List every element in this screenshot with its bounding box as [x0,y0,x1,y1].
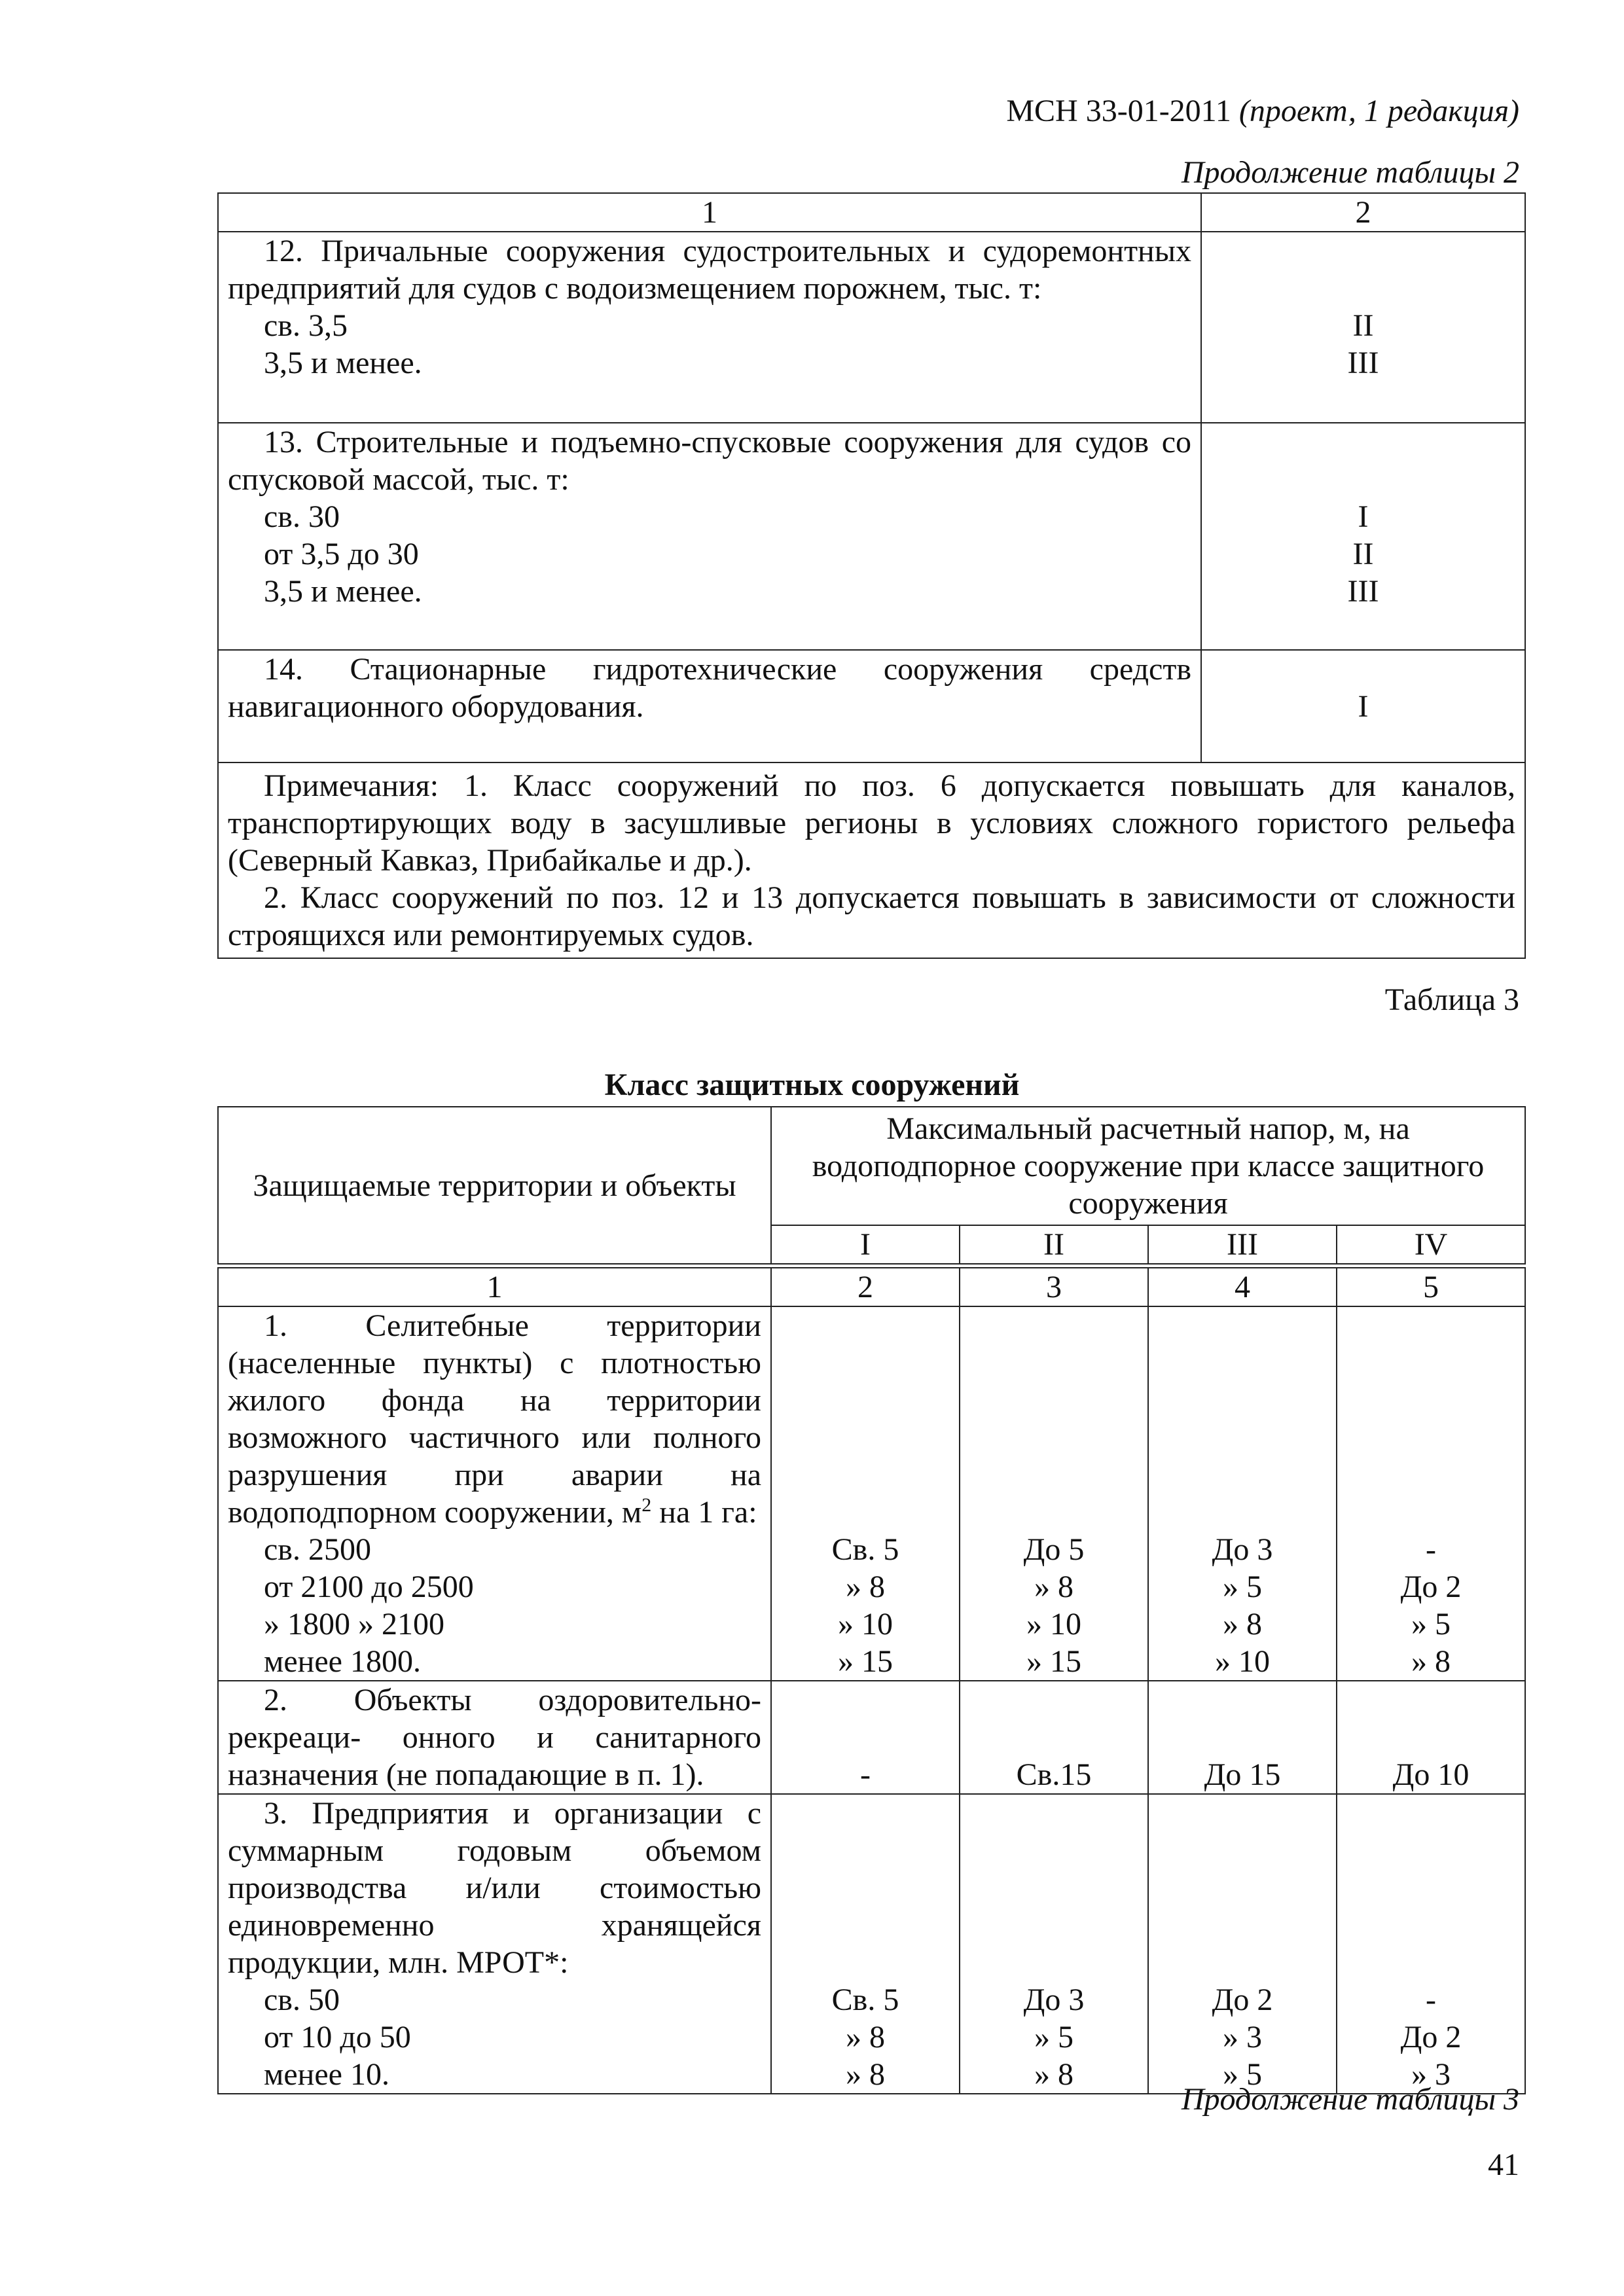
document-header [1006,93,1519,129]
document-edition-note: (проект, 1 редакция) [1238,94,1519,128]
table3-body [217,1267,1526,2094]
class-header: IV [1337,1225,1525,1264]
row-title: 13. Строительные и подъемно-спусковые сооружения для судов со спусковой массой, тыс. т: [228,425,1191,497]
class-header: III [1148,1225,1337,1264]
table-row [218,232,1525,423]
class-header: I [771,1225,960,1264]
head-value: Св.15 [960,1681,1148,1794]
head-value: До 3 [1212,1532,1273,1567]
head-value: » 10 [1026,1607,1081,1641]
table2-note: Примечания: 1. Класс сооружений по поз. 6 допускается повышать для каналов, транспортирующих воду в засушливые регионы в условиях сложного гористого рельефа (Северный Кавказ, Прибайкалье и др.). [228,768,1515,878]
col-number: 4 [1148,1268,1337,1306]
table3-label: Таблица 3 [1384,982,1519,1017]
head-value: Св. 5 [831,1982,899,2017]
table-row [218,1681,1525,1794]
head-value: » 8 [846,1570,885,1604]
head-value: » 15 [838,1644,893,1679]
row-item: » 1800 » 2100 [264,1607,444,1641]
row-title: 14. Стационарные гидротехнические сооружения средств навигационного оборудования. [228,652,1191,724]
row-item: менее 1800. [264,1644,421,1679]
head-value: - [1426,1532,1436,1567]
table2-note: 2. Класс сооружений по поз. 12 и 13 допускается повышать в зависимости от сложности строящихся или ремонтируемых судов. [228,880,1515,952]
head-value: » 3 [1411,2057,1451,2092]
head-value: » 8 [846,2057,885,2092]
head-value: » 8 [1034,2057,1074,2092]
col-number: 5 [1337,1268,1525,1306]
table3-head-territories: Защищаемые территории и объекты [218,1107,771,1264]
row-item: от 10 до 50 [264,2020,411,2054]
table2-col-number: 2 [1201,193,1525,232]
head-value: До 2 [1400,2020,1462,2054]
head-value: » 8 [1034,1570,1074,1604]
head-value: » 5 [1223,1570,1262,1604]
table-row [218,650,1525,762]
head-value: - [771,1681,960,1794]
document-code: МСН 33-01-2011 [1006,94,1231,128]
row-item: св. 50 [264,1982,340,2017]
row-item: от 3,5 до 30 [264,537,419,571]
head-value: » 8 [1411,1644,1451,1679]
table3-continuation: Продолжение таблицы 3 [1181,2082,1519,2117]
head-value: До 10 [1337,1681,1525,1794]
head-value: » 10 [838,1607,893,1641]
head-value: До 15 [1148,1681,1337,1794]
col-number: 2 [771,1268,960,1306]
row-title: 12. Причальные сооружения судостроительных и судоремонтных предприятий для судов с водоизмещением порожнем, тыс. т: [228,234,1191,306]
table3-col-numbers [218,1268,1525,1306]
head-value: » 8 [1223,1607,1262,1641]
table-row [218,1306,1525,1681]
row-item: от 2100 до 2500 [264,1570,474,1604]
table-row [218,423,1525,650]
table2 [217,192,1526,959]
row-item: св. 3,5 [264,308,348,343]
class-header: II [960,1225,1148,1264]
head-value: » 5 [1034,2020,1074,2054]
col-number: 1 [218,1268,771,1306]
row-item: 3,5 и менее. [264,574,422,609]
head-value: » 5 [1411,1607,1451,1641]
head-value: До 2 [1400,1570,1462,1604]
head-value: » 3 [1223,2020,1262,2054]
head-value: » 8 [846,2020,885,2054]
head-value: » 15 [1026,1644,1081,1679]
table3-title: Класс защитных сооружений [604,1067,1020,1102]
row-title: 2. Объекты оздоровительно-рекреаци- онного и санитарного назначения (не попадающие в п. 1). [228,1683,761,1792]
table2-header-row [218,193,1525,232]
class-value: I [1358,689,1369,724]
class-value: I [1358,499,1369,534]
head-value: До 3 [1023,1982,1085,2017]
table-row [218,1794,1525,2094]
head-value: » 10 [1215,1644,1270,1679]
head-value: - [1426,1982,1436,2017]
table2-col-number: 1 [218,193,1201,232]
head-value: Св. 5 [831,1532,899,1567]
head-value: До 2 [1212,1982,1273,2017]
row-title: 3. Предприятия и организации с суммарным годовым объемом производства и/или стоимостью единовременно хранящейся продукции, млн. МРОТ*: [228,1796,761,1980]
table3-head-max-head: Максимальный расчетный напор, м, на водоподпорное сооружение при классе защитного сооружения [771,1107,1525,1225]
row-item: менее 10. [264,2057,389,2092]
row-title: 1. Селитебные территории (населенные пункты) с плотностью жилого фонда на территории возможного частичного или полного разрушения при аварии на водоподпорном сооружении, $м^2$ на 1 га: [228,1308,761,1530]
page-number: 41 [1488,2147,1519,2182]
row-item: св. 2500 [264,1532,371,1567]
class-value: III [1347,346,1379,380]
class-value: III [1347,574,1379,609]
head-value: » 5 [1223,2057,1262,2092]
table2-notes-row [218,762,1525,958]
table3-header [217,1106,1526,1265]
table2-continuation: Продолжение таблицы 2 [1181,155,1519,190]
row-item: св. 30 [264,499,340,534]
class-value: II [1352,308,1374,343]
class-value: II [1352,537,1374,571]
row-item: 3,5 и менее. [264,346,422,380]
head-value: До 5 [1023,1532,1085,1567]
col-number: 3 [960,1268,1148,1306]
